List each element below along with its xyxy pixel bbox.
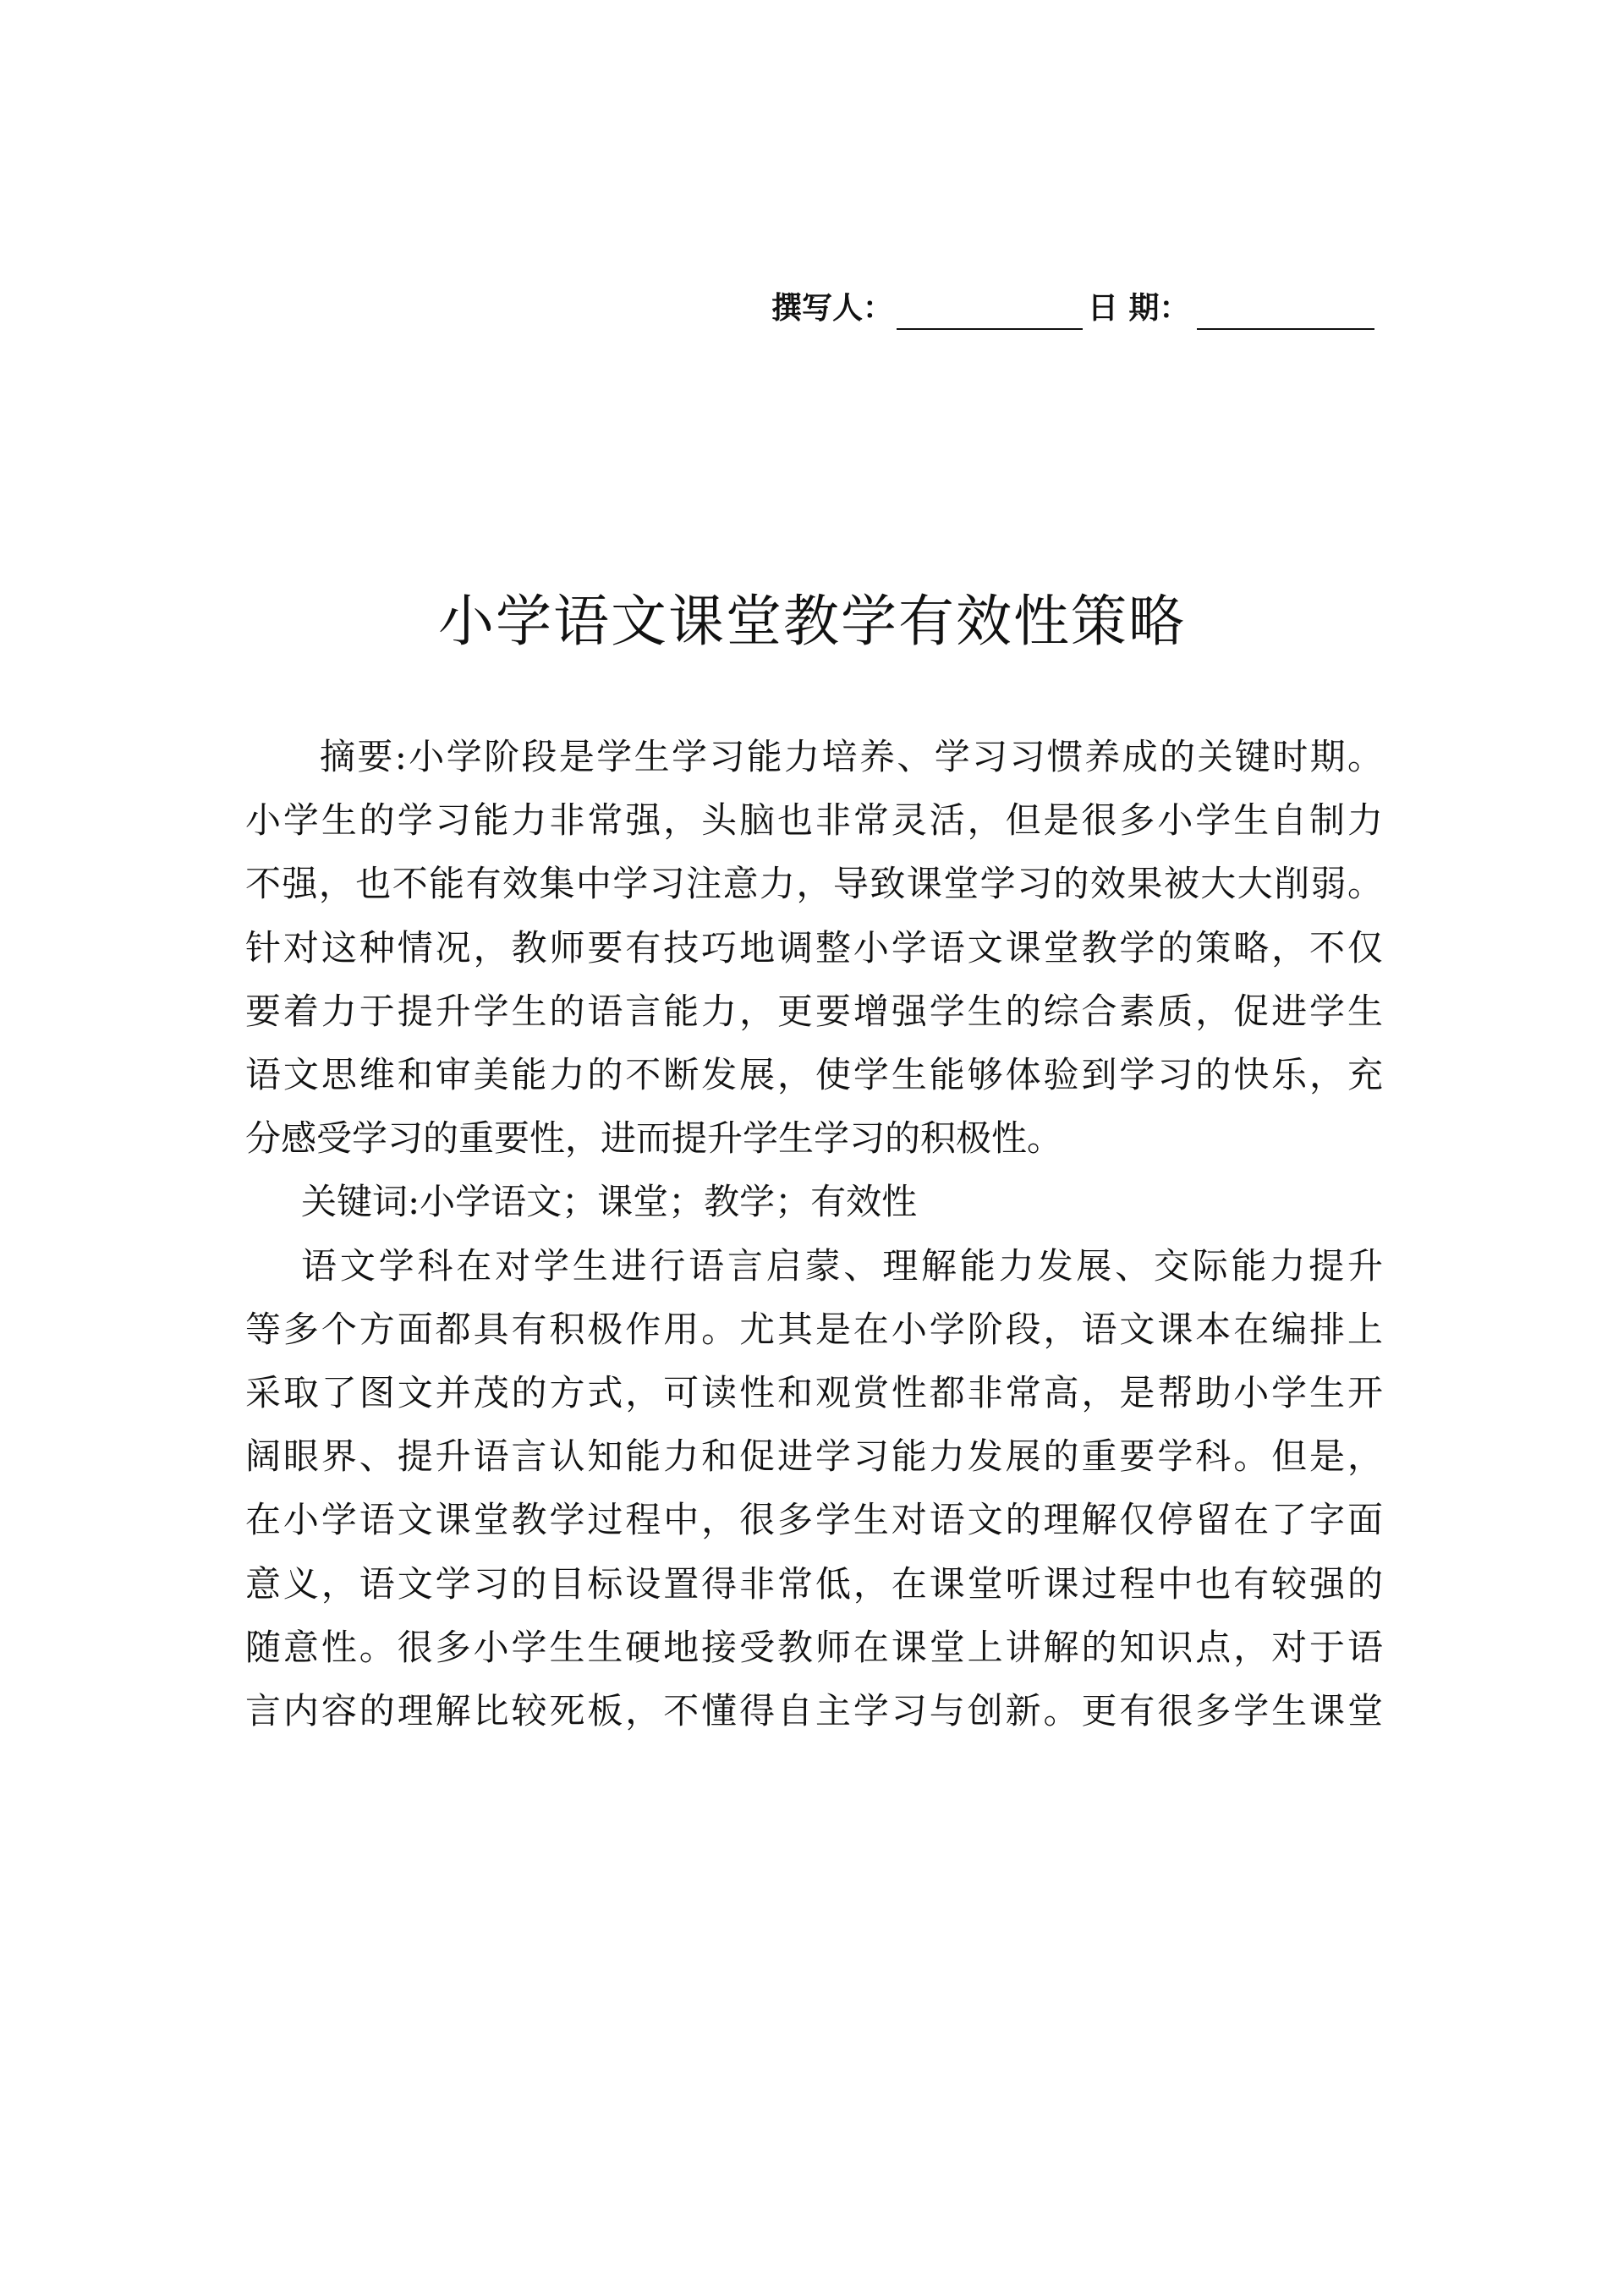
author-label: 撰写人： [771, 291, 894, 326]
abstract-line: 不强，也不能有效集中学习注意力，导致课堂学习的效果被大大削弱。 [245, 863, 1383, 905]
document-body [245, 725, 1383, 1742]
abstract-line: 针对这种情况，教师要有技巧地调整小学语文课堂教学的策略，不仅 [245, 926, 1383, 969]
abstract-line: 小学生的学习能力非常强，头脑也非常灵活，但是很多小学生自制力 [245, 799, 1383, 842]
paragraph-line: 意义，语文学习的目标设置得非常低，在课堂听课过程中也有较强的 [245, 1562, 1383, 1605]
abstract-paragraph [245, 725, 1383, 1170]
paragraph-line: 随意性。很多小学生生硬地接受教师在课堂上讲解的知识点，对于语 [245, 1626, 1383, 1668]
paragraph-line: 阔眼界、提升语言认知能力和促进学习能力发展的重要学科。但是， [245, 1435, 1383, 1478]
paragraph-line: 言内容的理解比较死板，不懂得自主学习与创新。更有很多学生课堂 [245, 1690, 1383, 1732]
paragraph-line: 采取了图文并茂的方式，可读性和观赏性都非常高，是帮助小学生开 [245, 1372, 1383, 1414]
date-blank-line [1197, 291, 1374, 330]
paragraph-line: 在小学语文课堂教学过程中，很多学生对语文的理解仅停留在了字面 [245, 1499, 1383, 1541]
body-paragraph-1 [245, 1234, 1383, 1743]
keywords-paragraph [245, 1170, 1383, 1233]
abstract-line: 语文思维和审美能力的不断发展，使学生能够体验到学习的快乐，充 [245, 1054, 1383, 1096]
author-date-header [771, 279, 1380, 330]
abstract-line: 分感受学习的重要性，进而提升学生学习的积极性。 [245, 1117, 1063, 1160]
document-title: 小学语文课堂教学有效性策略 [438, 589, 1186, 654]
date-label: 日 期： [1088, 291, 1190, 326]
paragraph-line: 语文学科在对学生进行语言启蒙、理解能力发展、交际能力提升 [301, 1244, 1383, 1287]
abstract-line: 要着力于提升学生的语言能力，更要增强学生的综合素质，促进学生 [245, 990, 1383, 1032]
keywords-line: 关键词:小学语文；课堂；教学；有效性 [301, 1181, 918, 1223]
author-blank-line [897, 291, 1083, 330]
paragraph-line: 等多个方面都具有积极作用。尤其是在小学阶段，语文课本在编排上 [245, 1308, 1383, 1350]
abstract-line: 摘要:小学阶段是学生学习能力培养、学习习惯养成的关键时期。 [320, 736, 1383, 777]
